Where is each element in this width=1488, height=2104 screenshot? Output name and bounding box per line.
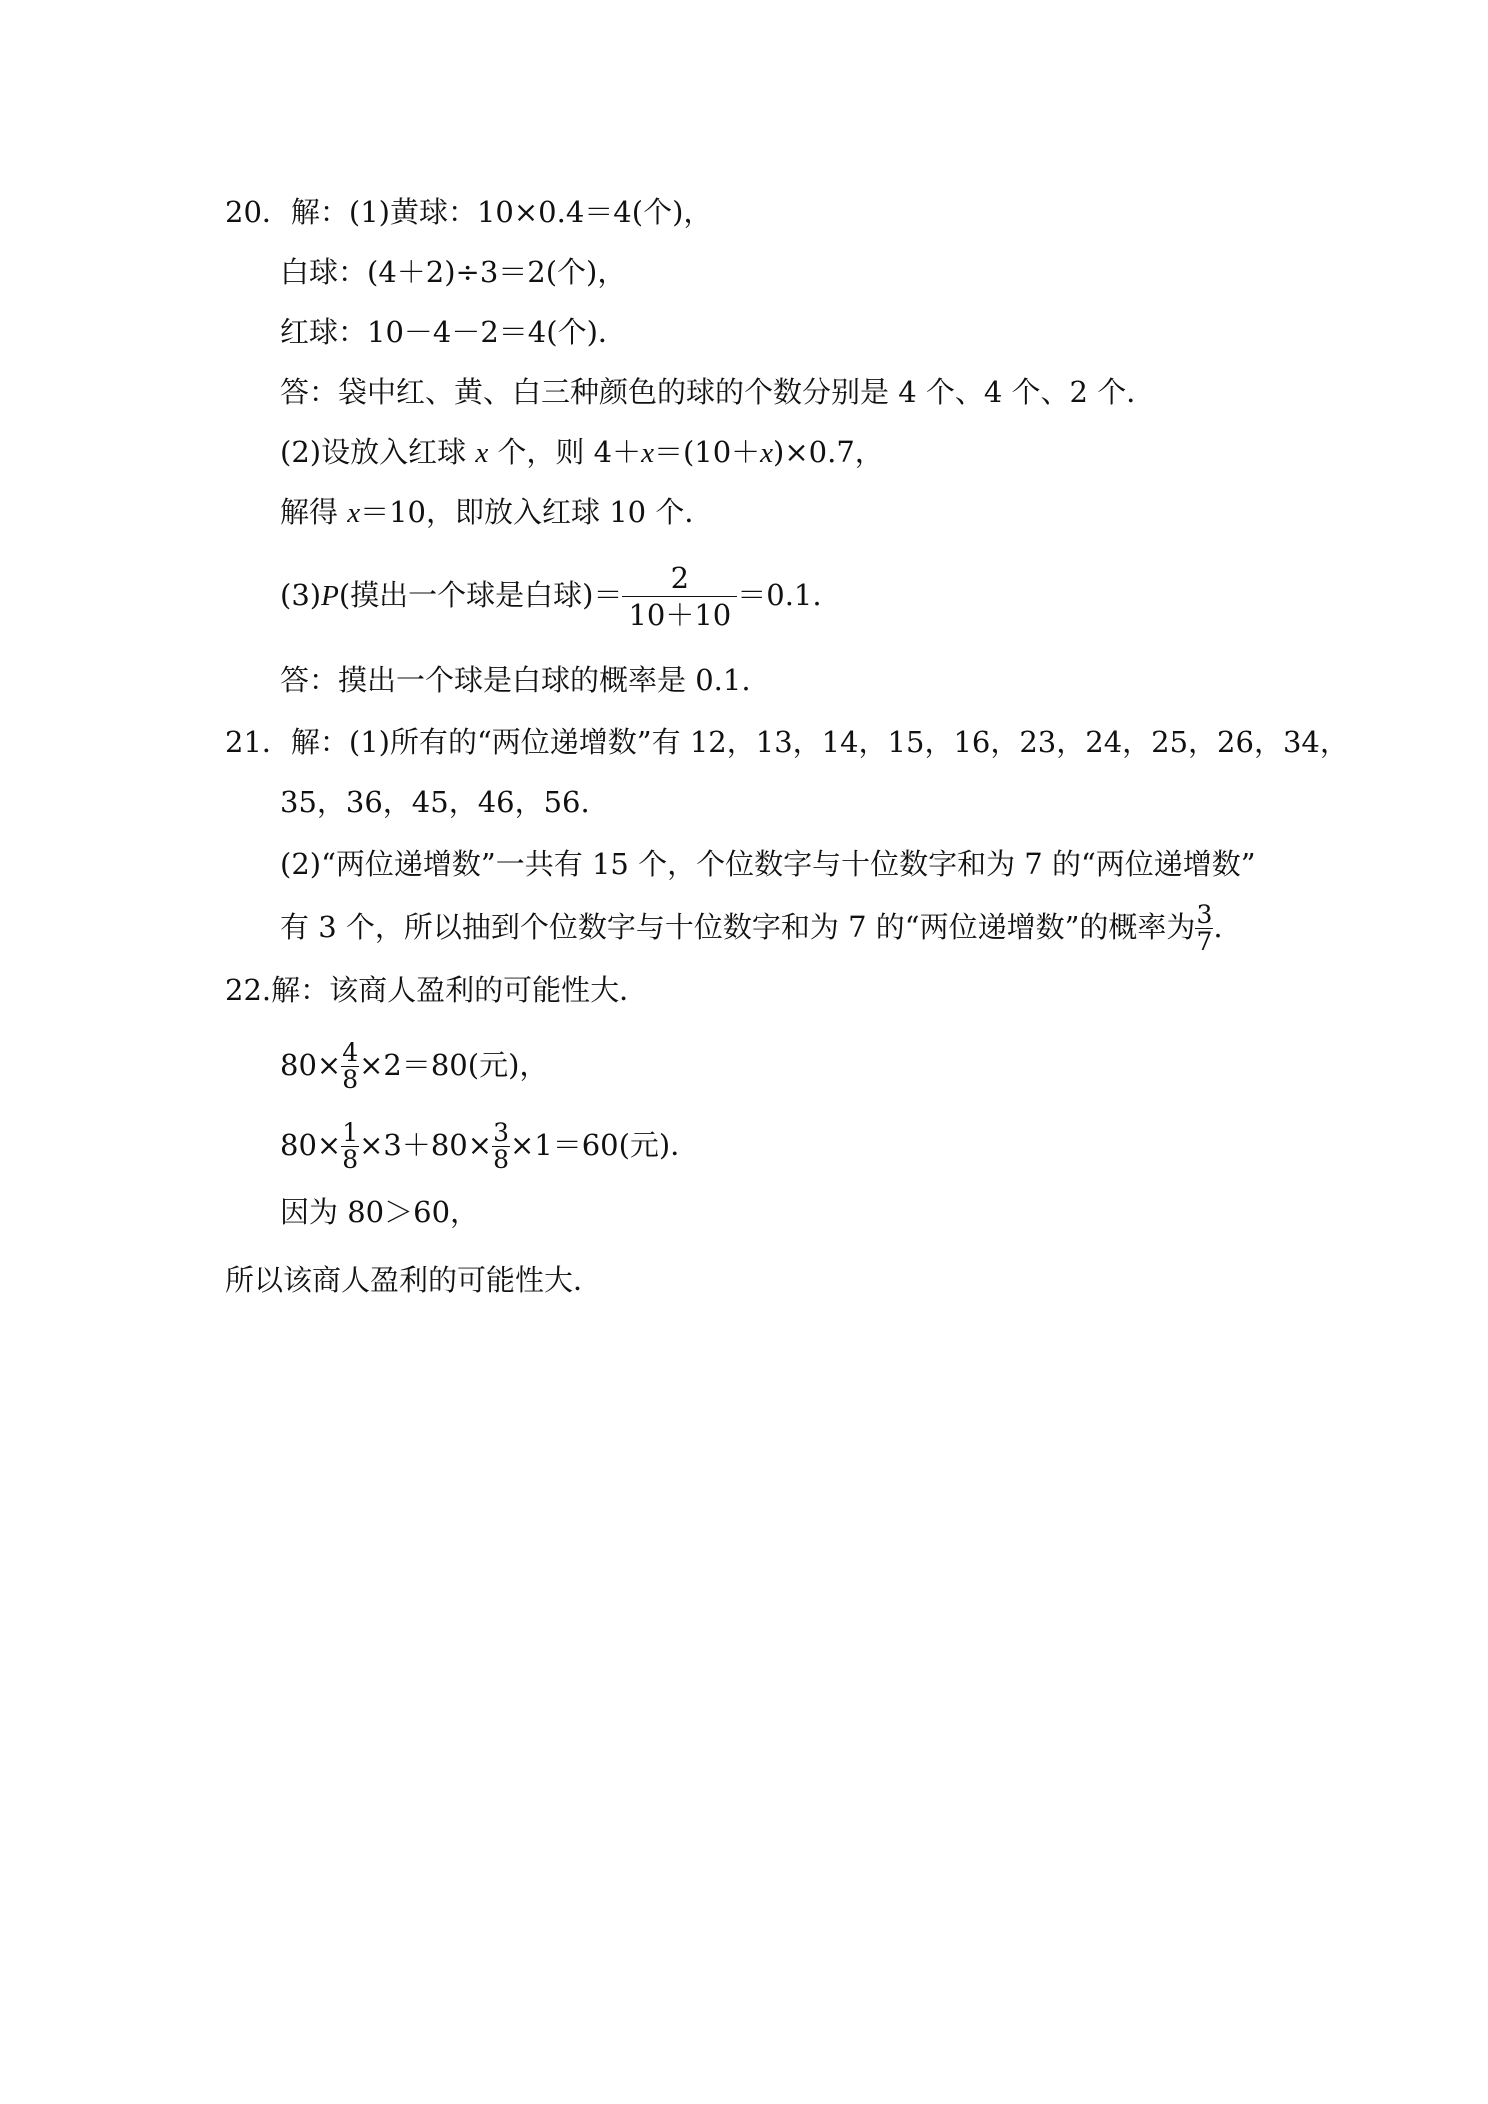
numerator: 3 [493,1118,509,1147]
fraction [492,1120,510,1174]
text: )×0.7， [773,435,884,469]
text: . [1213,909,1223,944]
text: ×3＋80× [359,1127,493,1162]
q22-line-3 [280,1120,699,1174]
q22-line-1: 22.解：该商人盈利的可能性大． [225,973,649,1007]
numerator: 1 [342,1118,359,1147]
variable-x: x [760,437,774,469]
variable-x: x [347,497,361,529]
text: 80× [280,1127,342,1162]
variable-x: x [475,437,489,469]
q20-line-1: 20．解：(1)黄球：10×0.4＝4(个)， [225,195,713,229]
denominator: 8 [342,1145,359,1175]
q22-line-2 [280,1040,548,1094]
denominator: 8 [342,1065,359,1095]
q22-conclusion: 所以该商人盈利的可能性大． [225,1263,603,1297]
fraction [1195,902,1213,956]
text: ＝0.1. [737,577,822,612]
text: ×2＝80(元)， [359,1047,549,1082]
variable-p: P [321,579,339,612]
q20-line-3: 红球：10－4－2＝4(个)． [280,315,627,349]
text: 解得 [280,495,348,529]
variable-x: x [641,437,654,469]
denominator: 8 [493,1145,509,1175]
fraction [341,1040,359,1094]
q22-line-4: 因为 80＞60， [280,1195,480,1229]
fraction [341,1120,359,1174]
numerator: 4 [342,1038,359,1067]
q21-line-3: (2)“两位递增数”一共有 15 个，个位数字与十位数字和为 7 的“两位递增数” [280,847,1256,881]
text: ＝10，即放入红球 10 个． [360,495,714,529]
numerator: 2 [670,561,690,595]
text: (2)设放入红球 [280,435,476,469]
denominator: 10＋10 [622,596,737,633]
fraction [622,560,737,634]
q20-line-6 [280,494,713,531]
q20-answer-1: 答：袋中红、黄、白三种颜色的球的个数分别是 4 个、4 个、2 个． [280,375,1156,409]
text: ×1＝60(元)． [509,1127,700,1162]
text: 80× [280,1047,342,1082]
q20-answer-2: 答：摸出一个球是白球的概率是 0.1. [280,663,751,697]
q20-line-2: 白球：(4＋2)÷3＝2(个)， [280,255,627,289]
text: ＝(10＋ [653,435,761,469]
q20-line-5 [280,434,884,471]
text: (3) [280,577,322,612]
q21-line-4 [280,902,1223,956]
text: 有 3 个，所以抽到个位数字与十位数字和为 7 的“两位递增数”的概率为 [280,909,1196,944]
text: (摸出一个球是白球)＝ [338,577,623,612]
numerator: 3 [1196,900,1213,929]
q21-line-2: 35，36，45，46，56. [280,785,590,819]
q20-line-7 [280,560,822,634]
q21-line-1: 21．解：(1)所有的“两位递增数”有 12，13，14，15，16，23，24，25，26，34， [225,725,1349,759]
denominator: 7 [1196,927,1213,957]
text: 个，则 4＋ [488,435,642,469]
